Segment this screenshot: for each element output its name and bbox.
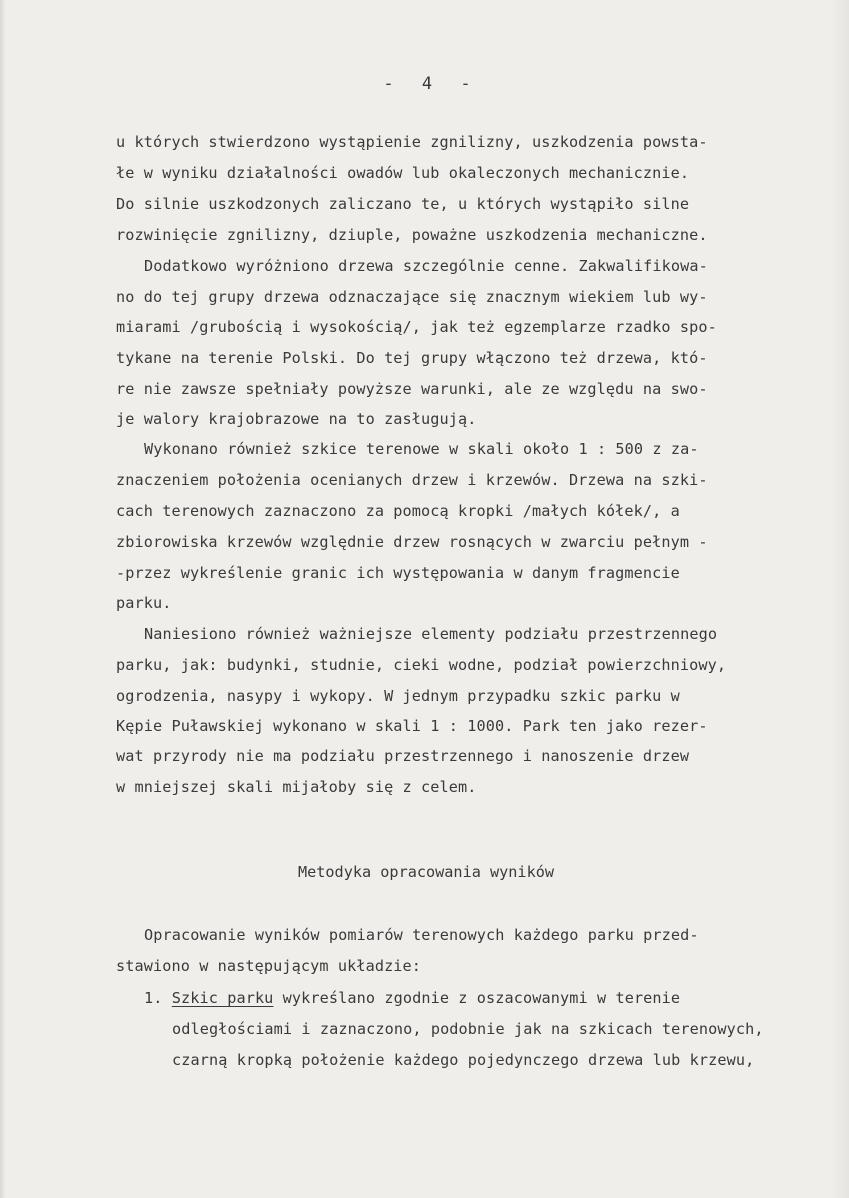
text-line: -przez wykreślenie granic ich występowania w danym fragmencie — [116, 564, 680, 582]
text-line: znaczeniem położenia ocenianych drzew i krzewów. Drzewa na szki- — [116, 471, 708, 489]
text-line: miarami /grubością i wysokością/, jak też egzemplarze rzadko spo- — [116, 318, 717, 336]
text-line: no do tej grupy drzewa odznaczające się znacznym wiekiem lub wy- — [116, 288, 708, 306]
list-item-first-line — [144, 988, 680, 1008]
text-line: ogrodzenia, nasypy i wykopy. W jednym przypadku szkic parku w — [116, 687, 680, 705]
page-edge-shadow-right — [831, 0, 849, 1198]
text-line: odległościami i zaznaczono, podobnie jak na szkicach terenowych, — [172, 1020, 764, 1038]
text-line: wat przyrody nie ma podziału przestrzennego i nanoszenie drzew — [116, 747, 690, 765]
text-line: je walory krajobrazowe na to zasługują. — [116, 410, 477, 428]
page-number: - 4 - — [383, 74, 473, 94]
text-line: stawiono w następującym układzie: — [116, 957, 422, 975]
text-line: łe w wyniku działalności owadów lub okaleczonych mechanicznie. — [116, 164, 690, 182]
text-line: parku, jak: budynki, studnie, cieki wodne, podział powierzchniowy, — [116, 656, 727, 674]
text-line: Naniesiono również ważniejsze elementy podziału przestrzennego — [144, 625, 718, 643]
text-line: Dodatkowo wyróżniono drzewa szczególnie cenne. Zakwalifikowa- — [144, 257, 708, 275]
text-line: czarną kropką położenie każdego pojedynczego drzewa lub krzewu, — [172, 1051, 755, 1069]
text-line: Opracowanie wyników pomiarów terenowych każdego parku przed- — [144, 926, 699, 944]
text-line: Kępie Puławskiej wykonano w skali 1 : 1000. Park ten jako rezer- — [116, 717, 708, 735]
page-edge-shadow — [0, 0, 6, 1198]
text-line: rozwinięcie zgnilizny, dziuple, poważne uszkodzenia mechaniczne. — [116, 226, 708, 244]
text-line: w mniejszej skali mijałoby się z celem. — [116, 778, 477, 796]
text-line: zbiorowiska krzewów względnie drzew rosnących w zwarciu pełnym - — [116, 533, 708, 551]
list-item-text: wykreślano zgodnie z oszacowanymi w terenie — [273, 989, 681, 1007]
text-line: tykane na terenie Polski. Do tej grupy włączono też drzewa, któ- — [116, 349, 708, 367]
underlined-term: Szkic parku — [171, 989, 274, 1007]
text-line: cach terenowych zaznaczono za pomocą kropki /małych kółek/, a — [116, 502, 680, 520]
text-line: u których stwierdzono wystąpienie zgnilizny, uszkodzenia powsta- — [116, 133, 708, 151]
text-line: Wykonano również szkice terenowe w skali około 1 : 500 z za- — [144, 440, 699, 458]
text-line: parku. — [116, 594, 172, 612]
text-line: Do silnie uszkodzonych zaliczano te, u których wystąpiło silne — [116, 195, 690, 213]
list-item-number: 1. — [144, 989, 163, 1007]
text-line: re nie zawsze spełniały powyższe warunki, ale ze względu na swo- — [116, 380, 708, 398]
section-heading: Metodyka opracowania wyników — [297, 863, 555, 881]
